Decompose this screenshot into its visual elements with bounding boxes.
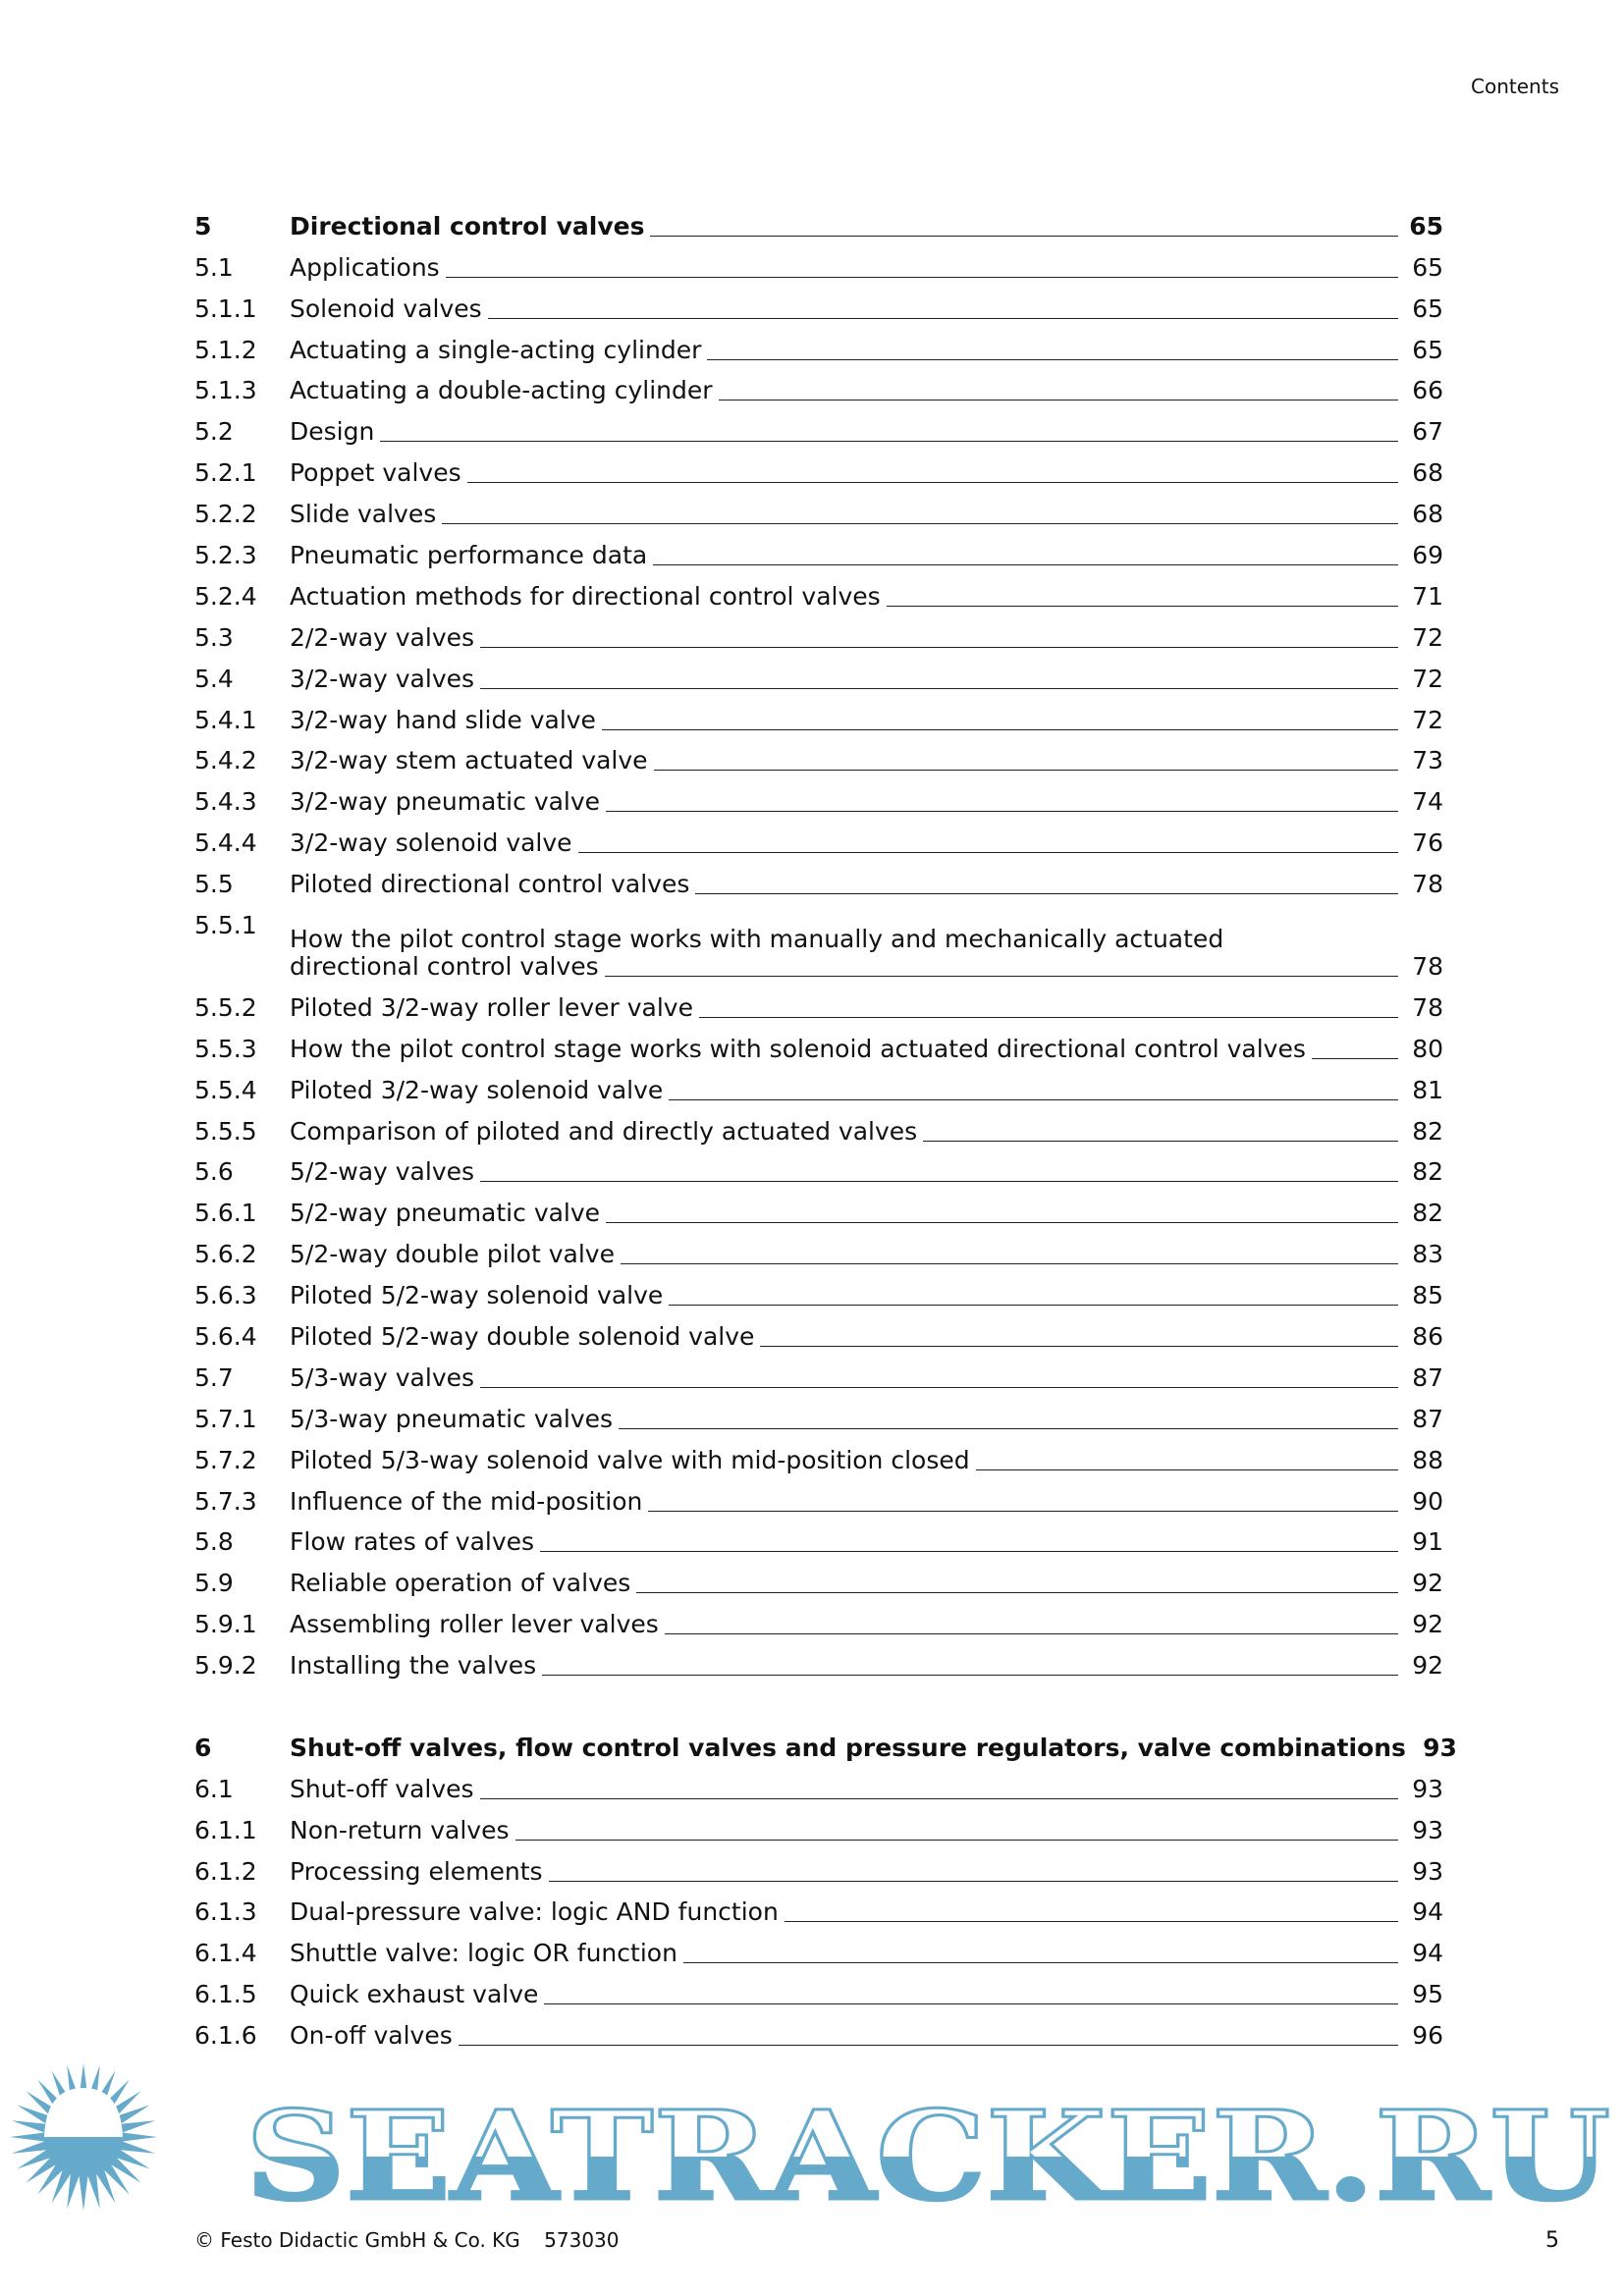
leader-line	[1312, 1058, 1398, 1059]
leader-line	[648, 1511, 1398, 1512]
toc-entry[interactable]	[194, 652, 1443, 693]
entry-number: 5.4.2	[194, 746, 257, 775]
footer	[194, 2228, 637, 2252]
toc-entry[interactable]	[194, 1516, 1443, 1557]
leader-line	[515, 1840, 1398, 1841]
entry-number: 6	[194, 1733, 212, 1762]
entry-title: Piloted 3/2-way roller lever valve	[290, 992, 693, 1022]
entry-page: 88	[1412, 1445, 1443, 1474]
entry-title: 5/3-way valves	[290, 1362, 475, 1392]
entry-number: 5.9	[194, 1569, 234, 1598]
entry-page: 80	[1412, 1034, 1443, 1063]
entry-number: 5.1.3	[194, 376, 257, 405]
entry-title: Design	[290, 417, 375, 447]
toc-entry[interactable]	[194, 1392, 1443, 1433]
leader-line	[621, 1263, 1398, 1264]
leader-line	[549, 1881, 1398, 1882]
entry-number: 5.6	[194, 1157, 234, 1187]
toc-entry[interactable]	[194, 282, 1443, 323]
entry-title: Shuttle valve: logic OR function	[290, 1939, 677, 1968]
entry-page: 65	[1412, 335, 1443, 364]
toc-entry[interactable]	[194, 857, 1443, 898]
entry-page: 68	[1412, 458, 1443, 488]
entry-page: 83	[1412, 1240, 1443, 1269]
entry-page: 91	[1412, 1527, 1443, 1557]
table-of-contents	[194, 199, 1457, 2051]
toc-entry[interactable]	[194, 404, 1443, 446]
entry-number: 6.1.4	[194, 1939, 257, 1968]
entry-title: How the pilot control stage works with manually and mechanically actuated	[290, 924, 1224, 953]
entry-title: Shut-off valves	[290, 1774, 474, 1803]
entry-page: 93	[1412, 1774, 1443, 1803]
toc-entry[interactable]	[194, 1886, 1443, 1927]
entry-page: 87	[1412, 1404, 1443, 1433]
leader-line	[606, 1222, 1398, 1223]
entry-number: 6.1.6	[194, 2021, 257, 2051]
toc-entry[interactable]	[194, 2008, 1443, 2050]
leader-line	[467, 482, 1398, 483]
toc-entry[interactable]	[194, 1597, 1443, 1638]
toc-entry[interactable]	[194, 487, 1443, 528]
leader-line	[488, 318, 1398, 319]
toc-entry[interactable]	[194, 1104, 1443, 1146]
leader-line	[707, 359, 1398, 360]
toc-entry[interactable]	[194, 1556, 1443, 1597]
entry-page: 76	[1412, 828, 1443, 858]
entry-page: 65	[1412, 294, 1443, 323]
entry-title: Processing elements	[290, 1856, 543, 1886]
watermark-logo	[0, 2061, 1624, 2214]
entry-number: 5.7.1	[194, 1404, 257, 1433]
entry-title: Piloted directional control valves	[290, 870, 690, 899]
entry-title: 3/2-way stem actuated valve	[290, 746, 648, 775]
leader-line	[636, 1592, 1398, 1593]
entry-title: 5/2-way double pilot valve	[290, 1240, 615, 1269]
doc-number: 573030	[544, 2228, 620, 2252]
leader-line	[653, 564, 1398, 565]
entry-title: Directional control valves	[290, 211, 645, 240]
entry-title: Influence of the mid-position	[290, 1486, 643, 1516]
toc-entry[interactable]	[194, 693, 1443, 734]
leader-line	[605, 976, 1398, 977]
entry-page: 96	[1412, 2021, 1443, 2051]
leader-line	[887, 606, 1398, 607]
entry-number: 5.7	[194, 1362, 234, 1392]
toc-entry[interactable]	[194, 1926, 1443, 1967]
sun-icon	[10, 2063, 157, 2211]
entry-number: 5.5.4	[194, 1075, 257, 1104]
leader-line	[669, 1099, 1398, 1100]
entry-title: Flow rates of valves	[290, 1527, 535, 1557]
leader-line	[542, 1675, 1398, 1676]
entry-page: 94	[1412, 1939, 1443, 1968]
entry-title: Reliable operation of valves	[290, 1569, 631, 1598]
entry-number: 5.7.3	[194, 1486, 257, 1516]
leader-line	[785, 1921, 1398, 1922]
entry-number: 5.6.4	[194, 1321, 257, 1351]
entry-title: Quick exhaust valve	[290, 1980, 539, 2009]
entry-number: 5.6.2	[194, 1240, 257, 1269]
entry-page: 68	[1412, 500, 1443, 529]
toc-entry[interactable]	[194, 1844, 1443, 1886]
toc-entry[interactable]	[194, 1433, 1443, 1474]
entry-title: Shut-off valves, flow control valves and pressure regulators, valve combinations	[290, 1733, 1406, 1762]
entry-number: 5.6.1	[194, 1199, 257, 1228]
entry-title: Installing the valves	[290, 1651, 537, 1681]
leader-line	[540, 1551, 1398, 1552]
toc-entry[interactable]	[194, 1268, 1443, 1309]
entry-title: 3/2-way valves	[290, 664, 475, 693]
entry-number: 5.9.2	[194, 1651, 257, 1681]
leader-line	[480, 688, 1398, 689]
entry-page: 65	[1412, 252, 1443, 282]
entry-number: 5.5	[194, 870, 234, 899]
entry-page: 90	[1412, 1486, 1443, 1516]
entry-number: 5.1.1	[194, 294, 257, 323]
leader-line	[665, 1633, 1398, 1634]
entry-page: 73	[1412, 746, 1443, 775]
entry-page: 81	[1412, 1075, 1443, 1104]
toc-entry[interactable]	[194, 1721, 1457, 1762]
entry-title: Assembling roller lever valves	[290, 1610, 659, 1639]
toc-entry[interactable]	[194, 981, 1443, 1022]
entry-page: 72	[1412, 664, 1443, 693]
toc-entry[interactable]	[194, 1309, 1443, 1351]
entry-page: 85	[1412, 1281, 1443, 1310]
entry-title: 5/2-way valves	[290, 1157, 475, 1187]
page-number: 5	[1545, 2228, 1559, 2253]
leader-line	[578, 852, 1398, 853]
entry-number: 6.1.2	[194, 1856, 257, 1886]
entry-page: 93	[1423, 1733, 1457, 1762]
entry-title: Piloted 5/2-way solenoid valve	[290, 1281, 664, 1310]
entry-page: 93	[1412, 1815, 1443, 1844]
entry-page: 82	[1412, 1199, 1443, 1228]
leader-line	[480, 647, 1398, 648]
entry-page: 72	[1412, 705, 1443, 734]
toc-entry[interactable]	[194, 1474, 1443, 1516]
entry-page: 72	[1412, 622, 1443, 652]
toc-entry[interactable]	[194, 1186, 1443, 1227]
leader-line	[442, 523, 1398, 524]
toc-entry[interactable]	[194, 1063, 1443, 1104]
entry-page: 86	[1412, 1321, 1443, 1351]
entry-number: 5.4.3	[194, 787, 257, 817]
entry-title: Slide valves	[290, 500, 437, 529]
entry-title: Poppet valves	[290, 458, 461, 488]
entry-number: 5.2	[194, 417, 234, 447]
entry-title: Piloted 3/2-way solenoid valve	[290, 1075, 664, 1104]
entry-title: 5/2-way pneumatic valve	[290, 1199, 601, 1228]
leader-line	[669, 1305, 1398, 1306]
running-header: Contents	[1471, 75, 1559, 98]
leader-line	[480, 1387, 1398, 1388]
toc-entry[interactable]	[194, 1638, 1443, 1680]
toc-entry[interactable]	[194, 1351, 1443, 1392]
toc-entry[interactable]	[194, 1022, 1443, 1063]
toc-entry[interactable]	[194, 446, 1443, 487]
toc-entry[interactable]	[194, 240, 1443, 282]
leader-line	[380, 441, 1398, 442]
entry-number: 6.1	[194, 1774, 234, 1803]
entry-title: On-off valves	[290, 2021, 453, 2051]
entry-number: 5.6.3	[194, 1281, 257, 1310]
entry-title: 5/3-way pneumatic valves	[290, 1404, 614, 1433]
entry-page: 93	[1412, 1856, 1443, 1886]
entry-number: 5.2.4	[194, 581, 257, 611]
entry-page: 78	[1412, 951, 1443, 981]
entry-title: 3/2-way pneumatic valve	[290, 787, 601, 817]
entry-title: 2/2-way valves	[290, 622, 475, 652]
copyright: © Festo Didactic GmbH & Co. KG	[194, 2228, 520, 2252]
toc-entry[interactable]	[194, 1762, 1443, 1803]
entry-title: 3/2-way hand slide valve	[290, 705, 596, 734]
entry-page: 82	[1412, 1157, 1443, 1187]
entry-title: Actuating a double-acting cylinder	[290, 376, 713, 405]
entry-page: 65	[1409, 211, 1443, 240]
entry-number: 5.7.2	[194, 1445, 257, 1474]
entry-number: 5.2.2	[194, 500, 257, 529]
entry-number: 5	[194, 211, 212, 240]
entry-number: 5.1.2	[194, 335, 257, 364]
entry-page: 82	[1412, 1116, 1443, 1146]
toc-entry[interactable]	[194, 898, 1443, 981]
leader-line	[602, 729, 1398, 730]
entry-page: 74	[1412, 787, 1443, 817]
entry-number: 5.4.4	[194, 828, 257, 858]
entry-title: Piloted 5/2-way double solenoid valve	[290, 1321, 755, 1351]
entry-number: 5.5.5	[194, 1116, 257, 1146]
leader-line	[480, 1181, 1398, 1182]
leader-line	[544, 2003, 1398, 2004]
toc-entry[interactable]	[194, 323, 1443, 364]
entry-number: 5.9.1	[194, 1610, 257, 1639]
entry-page: 94	[1412, 1897, 1443, 1927]
leader-line	[606, 811, 1398, 812]
entry-number: 5.4	[194, 664, 234, 693]
toc-entry[interactable]	[194, 1227, 1443, 1268]
leader-line	[976, 1469, 1398, 1470]
entry-page: 92	[1412, 1610, 1443, 1639]
entry-title: Applications	[290, 252, 440, 282]
entry-page: 87	[1412, 1362, 1443, 1392]
entry-page: 66	[1412, 376, 1443, 405]
toc-entry[interactable]	[194, 611, 1443, 652]
entry-title: Actuation methods for directional control valves	[290, 581, 881, 611]
leader-line	[459, 2045, 1398, 2046]
entry-title: Comparison of piloted and directly actuated valves	[290, 1116, 918, 1146]
leader-line	[695, 893, 1398, 894]
entry-number: 5.3	[194, 622, 234, 652]
leader-line	[619, 1428, 1398, 1429]
leader-line	[654, 770, 1398, 771]
leader-line	[923, 1141, 1398, 1142]
entry-number: 5.5.3	[194, 1034, 257, 1063]
toc-entry[interactable]	[194, 816, 1443, 857]
leader-line	[480, 1798, 1398, 1799]
entry-title: Dual-pressure valve: logic AND function	[290, 1897, 779, 1927]
leader-line	[650, 236, 1398, 237]
leader-line	[446, 277, 1398, 278]
entry-page: 92	[1412, 1651, 1443, 1681]
entry-title: 3/2-way solenoid valve	[290, 828, 572, 858]
entry-page: 71	[1412, 581, 1443, 611]
entry-number: 5.2.3	[194, 541, 257, 570]
toc-entry[interactable]	[194, 569, 1443, 611]
entry-page: 67	[1412, 417, 1443, 447]
toc-entry[interactable]	[194, 364, 1443, 405]
spacer	[194, 1680, 1443, 1721]
entry-number: 6.1.1	[194, 1815, 257, 1844]
leader-line	[699, 1017, 1398, 1018]
entry-number: 5.4.1	[194, 705, 257, 734]
toc-entry[interactable]	[194, 734, 1443, 775]
entry-page: 78	[1412, 870, 1443, 899]
toc-entry[interactable]	[194, 1146, 1443, 1187]
entry-title: Actuating a single-acting cylinder	[290, 335, 702, 364]
entry-title: Non-return valves	[290, 1815, 510, 1844]
entry-title: Piloted 5/3-way solenoid valve with mid-position closed	[290, 1445, 970, 1474]
entry-page: 78	[1412, 992, 1443, 1022]
toc-entry[interactable]	[194, 1803, 1443, 1844]
entry-number: 5.1	[194, 252, 234, 282]
entry-number: 6.1.5	[194, 1980, 257, 2009]
entry-title: Pneumatic performance data	[290, 541, 648, 570]
leader-line	[760, 1346, 1398, 1347]
toc-entry[interactable]	[194, 1967, 1443, 2008]
entry-page: 69	[1412, 541, 1443, 570]
entry-number: 5.5.1	[194, 911, 257, 940]
leader-line	[683, 1962, 1398, 1963]
entry-page: 92	[1412, 1569, 1443, 1598]
entry-title: How the pilot control stage works with solenoid actuated directional control valves	[290, 1034, 1306, 1063]
entry-number: 5.2.1	[194, 458, 257, 488]
entry-number: 6.1.3	[194, 1897, 257, 1927]
toc-entry[interactable]	[194, 774, 1443, 816]
svg-text:SEATRACKER.RU: SEATRACKER.RU	[245, 2085, 1610, 2214]
entry-page: 95	[1412, 1980, 1443, 2009]
toc-entry[interactable]	[194, 199, 1443, 240]
entry-number: 5.8	[194, 1527, 234, 1557]
toc-entry[interactable]	[194, 528, 1443, 569]
entry-title: Solenoid valves	[290, 294, 482, 323]
entry-number: 5.5.2	[194, 992, 257, 1022]
entry-title-continued: directional control valves	[290, 951, 599, 981]
